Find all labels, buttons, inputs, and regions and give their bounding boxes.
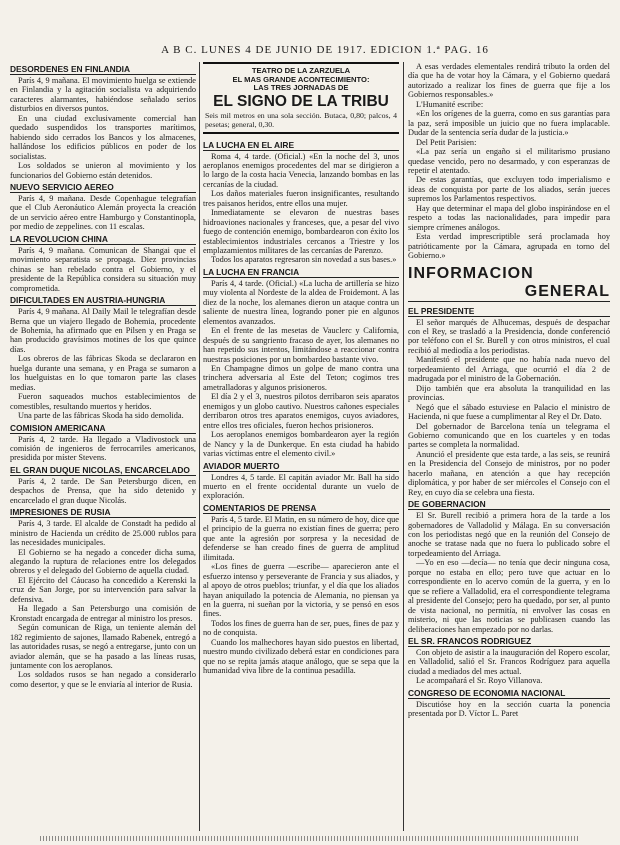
article-paragraph: París 4, 9 mañana. Al Daily Mail le telegrafían desde Berna que un viajero llegado de Bohemia, procedente de Bohemia, ha afirmado que en Pilsen y en Praga se han producido gravísimos motines de los que quince días. [10,307,196,354]
article-paragraph: El Sr. Burell recibió a primera hora de la tarde a los gobernadores de Valladolid y Málaga. En su conversación con los periodistas negó que en la reunión del Consejo de anoche se tratase nada que no fuera lo publicado sobre el torpedeamiento del Arriaga. [408,511,610,558]
article-paragraph: Los soldados se unieron al movimiento y los funcionarios del Gobierno están detenidos. [10,161,196,180]
advert-subtitle: LAS TRES JORNADAS DE [253,83,349,92]
article-paragraph: «Los fines de guerra —escribe— aparecieron ante el esfuerzo intenso y perseverante de Francia y sus aliados, y al apoyo de otros pueblos; triunfar, y el día que los aliados hayan aniquilado la potencia de Alemania, no piensan ya en la guerra, ni sueñan por la victoria, y se pensó en esos fines. [203,562,399,619]
advert-title: EL SIGNO DE LA TRIBU [213,92,389,110]
column-rule [403,62,404,831]
article-paragraph: París 4, 9 mañana. Desde Copenhague telegrafían que el Club Aeronáutico Alemán proyecta la creación de un servicio aéreo entre Hamburgo y Constantinopla, por medio de zeppelines. con 11 escalas. [10,193,196,232]
article-paragraph: París 4, 9 mañana. Comunican de Shangai que el movimiento separatista se propaga. Diez provincias chinas se han rebelado contra el Gobierno, y el presidente de la República considera su situación muy comprometida. [10,245,196,293]
article-paragraph: París 4, 3 tarde. El alcalde de Constadt ha pedido al ministro de Hacienda un crédito de 25.000 rublos para las necesidades municipales. [10,519,196,548]
column-rule [199,62,200,831]
article-paragraph: Londres 4, 5 tarde. El capitán aviador Mr. Ball ha sido muerto en el frente occidental durante un vuelo de exploración. [203,472,399,501]
section-heading: AVIADOR MUERTO [203,461,399,472]
article-paragraph: De estas garantías, que excluyen todo imperialismo e ideas de conquista por parte de los aliados, serán jueces supremos los Parlamentos respectivos. [408,175,610,204]
article-paragraph: En el frente de las mesetas de Vauclerc y California, después de su sangriento fracaso de ayer, los alemanes no han repetido sus intentos, limitándose a reaccionar contra nuestras posiciones por un bombardeo bastante vivo. [203,326,399,364]
article-paragraph: A esas verdades elementales rendirá tributo la orden del día que ha de votar hoy la Cámara, y el Gobierno quedará autorizado a realizar los fines de guerra que fije a los Gobiernos responsables.» [408,62,610,100]
article-paragraph: Según comunican de Riga, un teniente alemán del 182 regimiento de sajones, llamado Rabenek, entregó a las autoridades rusas, se negó a entregarse, junto con un aviador alemán, que se ha pasado a las líneas rusas, juntamente con los aeroplanos. [10,623,196,671]
column-2 [203,62,399,831]
article-paragraph: Todos los aparatos regresaron sin novedad a sus bases.» [211,255,397,265]
section-heading: LA REVOLUCION CHINA [10,234,196,245]
article-paragraph: L'Humanité escribe: [416,99,484,109]
article-paragraph: Del gobernador de Barcelona tenía un telegrama el Gobierno comunicando que en los cuarteles y en todas partes se completa la normalidad. [408,421,610,450]
section-heading: EL SR. FRANCOS RODRIGUEZ [408,636,610,647]
advert-venue: TEATRO DE LA ZARZUELA [251,66,351,75]
article-paragraph: —Yo en eso —decía— no tenía que decir ninguna cosa, porque no estaba en ello; pero tuve que actuar en lo correspondiente en lo acervo común de la guerra, y en lo que se refiere a Valladolid, era el correspondiente telegrama al presidente del Consejo; pero ha quedado, por ser, al punto de vista nacional, no permitía, ni envolver las cosas en misterio, ni que las noticias se publicasen cuando las deliberaciones han empezado por no darlas. [408,558,610,634]
article-paragraph: París 4, 2 tarde. Ha llegado a Vladivostock una comisión de ingenieros de ferrocarriles americanos, presidida por míster Stevens. [10,434,196,463]
column-3 [408,62,610,831]
section-heading: IMPRESIONES DE RUSIA [10,507,196,518]
article-paragraph: Los aeroplanos enemigos bombardearon ayer la región de Nancy y la de Dunkerque. En esta ciudad ha habido varias víctimas entre el elemento civil.» [203,430,399,459]
section-heading: EL GRAN DUQUE NICOLAS, ENCARCELADO [10,465,196,476]
section-heading: EL PRESIDENTE [408,306,610,317]
article-paragraph: Los obreros de las fábricas Skoda se declararon en huelga durante una semana, y en Praga se sumaron a los huelguistas en lo que tomaron parte las clases medias. [10,354,196,392]
article-paragraph: Roma 4, 4 tarde. (Oficial.) «En la noche del 3, unos aeroplanos enemigos procedentes del mar se dirigieron a lo largo de la costa hacia Venecia, lanzando bombas en las cercanías de la ciudad. [203,151,399,189]
article-paragraph: Ha llegado a San Petersburgo una comisión de Kronstadt encargada de entregar al ministro los presos. [10,604,196,623]
section-heading: DE GOBERNACION [408,499,610,510]
article-paragraph: Los soldados rusos se han negado a considerarlo como desertor, y que se le enviaría al interior de Rusia. [10,670,196,689]
article-paragraph: Anunció el presidente que esta tarde, a las seis, se reunirá en la Presidencia del Consejo de ministros, por no poder hacerlo mañana, en atención a que hay recepción diplomática, y por haber de ser miércoles el Consejo con el Rey, en cuyo día se celebra una fiesta. [408,449,610,497]
article-paragraph: En Champagne dimos un golpe de mano contra una trinchera adversaria al Este del Teton; cogimos tres ametralladoras y algunos prisioneros. [203,364,399,392]
article-paragraph: Con objeto de asistir a la inauguración del Ropero escolar, en Valladolid, salió el Sr. Francos Rodríguez para aquella ciudad a mediados del mes actual. [408,648,610,676]
section-heading: NUEVO SERVICIO AEREO [10,182,196,193]
section-heading: COMENTARIOS DE PRENSA [203,503,399,514]
section-heading: LA LUCHA EN EL AIRE [203,140,399,151]
page-masthead: A B C. LUNES 4 DE JUNIO DE 1917. EDICION 1.ª PAG. 16 [161,44,489,56]
advert-tagline: EL MAS GRANDE ACONTECIMIENTO: [232,74,370,84]
section-heading: DESORDENES EN FINLANDIA [10,64,196,75]
advert-details: Seis mil metros en una sola sección. Butaca, 0,80; palcos, 4 pesetas; general, 0,30. [205,110,397,129]
article-paragraph: Los daños materiales fueron insignificantes, resultando tres paisanos heridos, entre ellos una mujer. [203,189,399,208]
section-banner-heading: GENERAL [408,283,610,302]
article-paragraph: «La paz sería un engaño si el militarismo prusiano quedase vencido, pero no desarmado, y con esperanzas de repetir el atentado. [408,147,610,175]
print-mark [40,836,580,841]
article-paragraph: París 4, 2 tarde. De San Petersburgo dicen, en despachos de Prensa, que ha sido detenido y encarcelado el gran duque Nicolás. [10,476,196,505]
article-paragraph: Dijo también que era absoluta la tranquilidad en las provincias. [408,383,610,403]
article-paragraph: Del Petit Parisien: [416,137,477,147]
column-1 [10,62,196,831]
article-paragraph: París 4, 5 tarde. El Matin, en su número de hoy, dice que el principio de la guerra no existían fines de guerra; pero que ante la agresión por sorpresa y la necesidad de defenderse se han creado fines de guerra de amplitud ilimitada. [203,514,399,562]
article-paragraph: París 4, 4 tarde. (Oficial.) «La lucha de artillería se hizo muy violenta al Nordeste de la aldea de Froidemont. A las diez de la noche, los alemanes dieron un ataque contra un saliente de nuestra línea, logrando poner pie en algunos elementos avanzados. [203,278,399,326]
article-paragraph: Inmediatamente se elevaron de nuestras bases hidroaviones nacionales y franceses, que, a pesar del vivo fuego de contención enemigo, bombardearon con éxito los establecimientos industriales cercanos a Triestre y los emplazamientos militares de las cercanías de Parenzo. [203,208,399,256]
article-paragraph: El día 2 y el 3, nuestros pilotos derribaron seis aparatos enemigos y un globo cautivo. Nuestros cañones especiales derribaron otros tres aparatos enemigos, cuyos aviadores, entre ellos tres oficiales, fueron hechos prisioneros. [203,392,399,430]
article-paragraph: Fueron saqueados muchos establecimientos de comestibles, resultando muertos y heridos. [10,392,196,411]
article-paragraph: Manifestó el presidente que no había nada nuevo del torpedeamiento del Arriaga, que ocurrió el día 2 de madrugada por el ministro de la Gobernación. [408,355,610,384]
article-paragraph: En una ciudad exclusivamente comercial han quedado suspendidos los transportes marítimos, habiendo sido cerrados los Bancos y los almacenes, hallándose los edificios públicos en poder de los socialistas. [10,113,196,161]
article-paragraph: Cuando los malhechores hayan sido puestos en libertad, nuestro mundo civilizado deberá estar en condiciones para que no se repita jamás ataque análogo, que se sepa que la humanidad viva libre de la continua pesadilla. [203,637,399,676]
section-banner-heading: INFORMACION [408,264,534,282]
article-paragraph: Le acompañará el Sr. Royo Villanova. [416,676,543,686]
section-heading: LA LUCHA EN FRANCIA [203,267,399,278]
article-paragraph: Negó que el sábado estuviese en Palacio el ministro de Hacienda, ni que fuese a cumplimentar al Rey el Dr. Dato. [408,402,610,422]
article-paragraph: Una parte de las fábricas Skoda ha sido demolida. [18,411,184,421]
article-paragraph: Hay que determinar el mapa del globo inspirándose en el respeto a todas las nacionalidades, para impedir para siempre crímenes análogos. [408,203,610,232]
section-heading: COMISION AMERICANA [10,423,196,434]
article-paragraph: El Gobierno se ha negado a conceder dicha suma, alegando la ruptura de relaciones entre los delegados obreros y el delegado del Gobierno de aquella ciudad. [10,547,196,576]
article-paragraph: «En los orígenes de la guerra, como en sus garantías para la paz, será imposible un juicio que no fuera implacable. Dudar de la sentencia sería dudar de la justicia.» [408,109,610,138]
article-paragraph: El Ejército del Cáucaso ha concedido a Kerenski la cruz de San Jorge, por su intervención para salvar la defensiva. [10,575,196,604]
article-paragraph: Todos los fines de guerra han de ser, pues, fines de paz y no de conquista. [203,618,399,638]
article-paragraph: Discutióse hoy en la sección cuarta la ponencia presentada por D. Víctor L. Paret [408,699,610,719]
theatre-advert [203,62,399,134]
article-paragraph: París 4, 9 mañana. El movimiento huelga se extiende en Finlandia y la agitación socialista va adquiriendo caracteres alarmantes, habiéndose señalado serios disturbios en diversos puntos. [10,76,196,114]
article-paragraph: El señor marqués de Alhucemas, después de despachar con el Rey, se trasladó a la Presidencia, donde conferenció por teléfono con el Sr. Burell y con otros ministros, el cual recibió al mediodía a los periodistas. [408,317,610,355]
section-heading: CONGRESO DE ECONOMIA NACIONAL [408,688,610,699]
article-paragraph: Esta verdad imprescriptible será proclamada hoy patrióticamente por la Cámara, agrupada en torno del Gobierno.» [408,232,610,261]
section-heading: DIFICULTADES EN AUSTRIA-HUNGRIA [10,295,196,306]
